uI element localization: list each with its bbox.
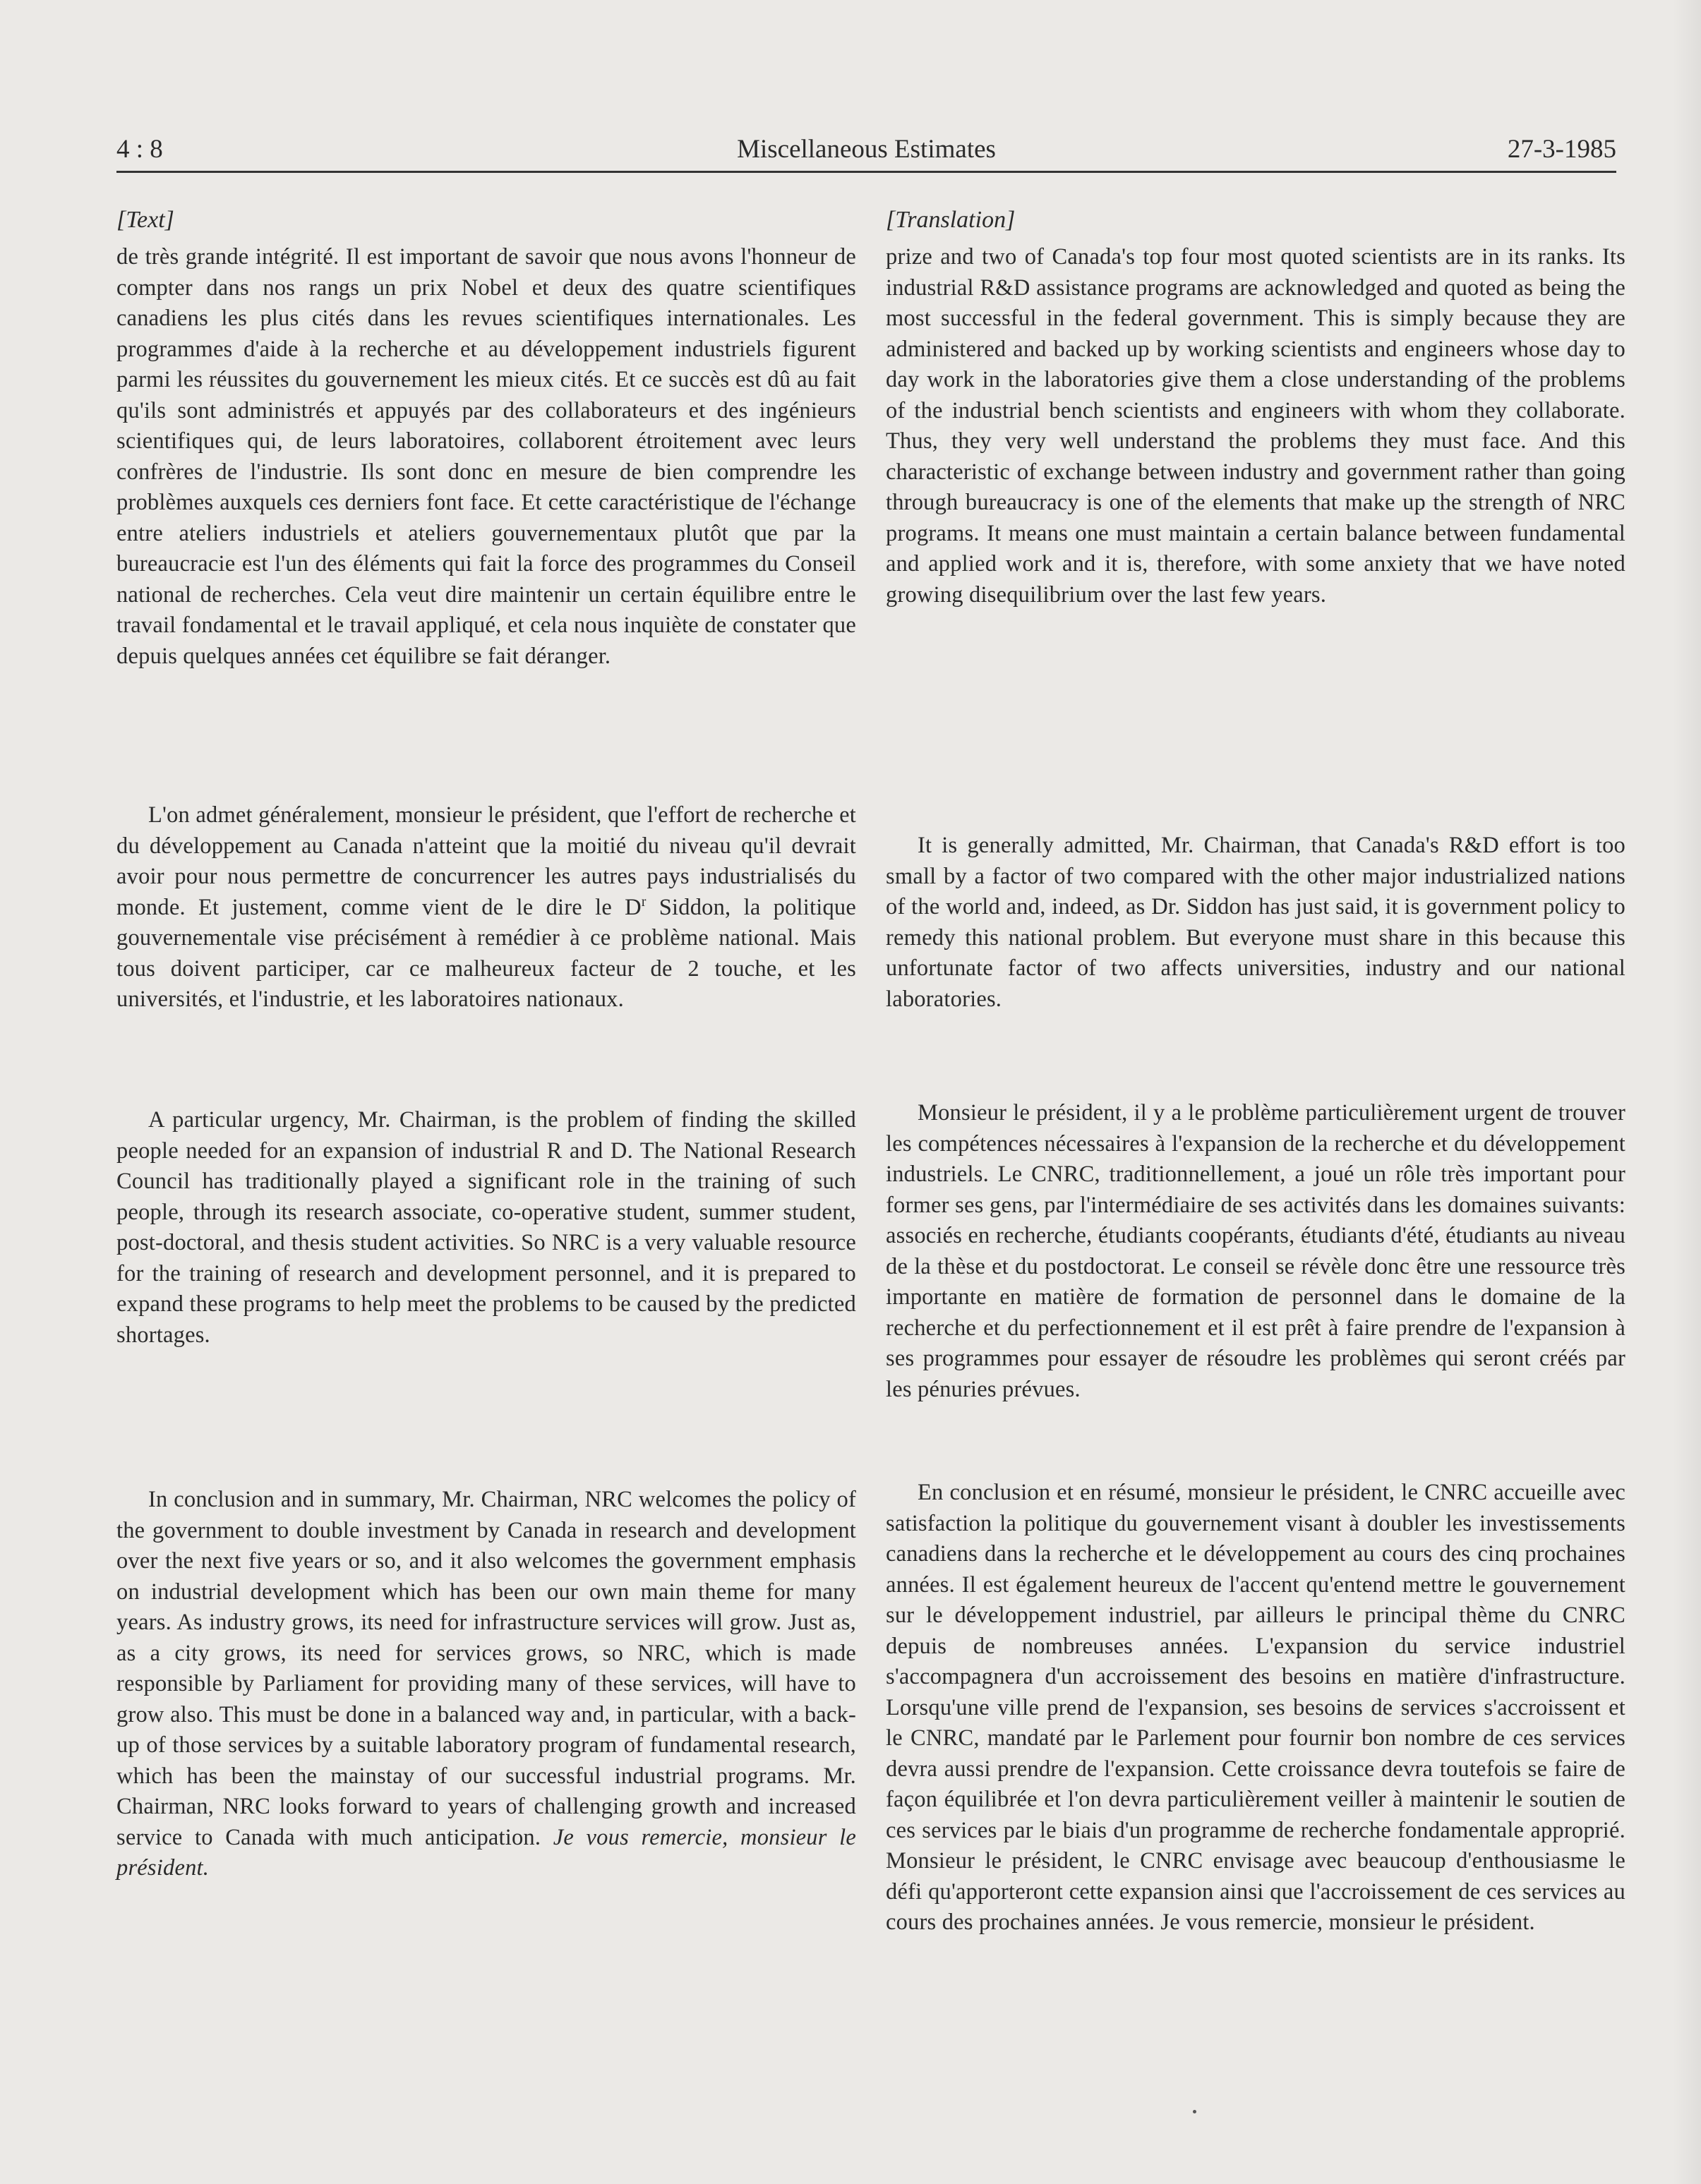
left-paragraph-1	[116, 242, 856, 672]
paragraph-text-part: In conclusion and in summary, Mr. Chairman, NRC welcomes the policy of the government to double investment by Canada in research and development over the next five years or so, and it also welcomes the government emphasis on industrial development which has been our own main theme for many years. As industry grows, its need for infrastructure services will grow. Just as, as a city grows, its need for services grows, so NRC, which is made responsible by Parliament for providing many of these services, will have to grow also. This must be done in a balanced way and, in particular, with a back-up of those services by a suitable laboratory program of fundamental research, which has been the mainstay of our successful industrial programs. Mr. Chairman, NRC looks forward to years of challenging growth and increased service to Canada with much anticipation.	[116, 1487, 856, 1850]
italic-closing: Je vous remercie, monsieur le président.	[116, 1824, 856, 1881]
paragraph-text-part: L'on admet généralement, monsieur le président, que l'effort de recherche et du développement au Canada n'atteint que la moitié du niveau qu'il devrait avoir pour nous permettre de concurrencer les autres pays industrialisés du monde. Et justement, comme vient de le dire le D	[116, 802, 856, 920]
paragraph-text: de très grande intégrité. Il est important de savoir que nous avons l'honneur de compter dans nos rangs un prix Nobel et deux des quatre scientifiques canadiens les plus cités dans les revues scientifiques internationales. Les programmes d'aide à la recherche et au développement industriels figurent parmi les réussites du gouvernement les mieux cités. Et ce succès est dû au fait qu'ils sont administrés et appuyés par des collaborateurs et des ingénieurs scientifiques qui, de leurs laboratoires, collaborent étroitement avec leurs confrères de l'industrie. Ils sont donc en mesure de bien comprendre les problèmes auxquels ces derniers font face. Et cette caractéristique de l'échange entre ateliers industriels et ateliers gouvernementaux plutôt que par la bureaucracie est l'un des éléments qui fait la force des programmes du Conseil national de recherches. Cela veut dire maintenir un certain équilibre entre le travail fondamental et le travail appliqué, et cela nous inquiète de constater que depuis quelques années cet équilibre se fait déranger.	[116, 244, 856, 669]
page-header	[116, 127, 1616, 173]
left-paragraph-4	[116, 1485, 856, 1884]
right-paragraph-1	[886, 242, 1625, 610]
paragraph-text	[116, 1485, 856, 1884]
paragraph-text: It is generally admitted, Mr. Chairman, that Canada's R&D effort is too small by a factor of two compared with the other major industrialized nations of the world and, indeed, as Dr. Siddon has just said, it is government policy to remedy this national problem. But everyone must share in this because this unfortunate factor of two affects universities, industry and our national laboratories.	[886, 833, 1625, 1012]
paragraph-text	[116, 800, 856, 1015]
header-date: 27-3-1985	[1507, 135, 1616, 164]
left-paragraph-3	[116, 1105, 856, 1351]
paragraph-text: En conclusion et en résumé, monsieur le président, le CNRC accueille avec satisfaction la politique du gouvernement visant à doubler les investissements canadiens dans la recherche et le développement au cours des cinq prochaines années. Il est également heureux de l'accent qu'entend mettre le gouvernement sur le développement industriel, par ailleurs le principal thème du CNRC depuis de nombreuses années. L'expansion du service industriel s'accompagnera d'un accroissement des besoins en matière d'infrastructure. Lorsqu'une ville prend de l'expansion, ses besoins de services s'accroissent et le CNRC, mandaté par le Parlement pour fournir bon nombre de ces services devra aussi prendre de l'expansion. Cette croissance devra toutefois se faire de façon équilibrée et l'on devra particulièrement veiller à maintenir le soutien de ces services par le biais d'un programme de recherche fondamentale approprié. Monsieur le président, le CNRC envisage avec beaucoup d'enthousiasme le défi qu'apporteront cette expansion ainsi que l'accroissement de ces services au cours des prochaines années. Je vous remercie, monsieur le président.	[886, 1480, 1625, 1935]
left-paragraph-2	[116, 800, 856, 1015]
paragraph-text: A particular urgency, Mr. Chairman, is the problem of finding the skilled people needed for an expansion of industrial R and D. The National Research Council has traditionally played a significant role in the training of such people, through its research associate, co-operative student, summer student, post-doctoral, and thesis student activities. So NRC is a very valuable resource for the training of research and development personnel, and it is prepared to expand these programs to help meet the problems to be caused by the predicted shortages.	[116, 1107, 856, 1348]
right-paragraph-3	[886, 1098, 1625, 1405]
paragraph-text: prize and two of Canada's top four most quoted scientists are in its ranks. Its industrial R&D assistance programs are acknowledged and quoted as being the most successful in the federal government. This is simply because they are administered and backed up by working scientists and engineers whose day to day work in the laboratories give them a close understanding of the problems of the industrial bench scientists and engineers with whom they collaborate. Thus, they very well understand the problems they must face. And this characteristic of exchange between industry and government rather than going through bureaucracy is one of the elements that make up the strength of NRC programs. It means one must maintain a certain balance between fundamental and applied work and it is, therefore, with some anxiety that we have noted growing disequilibrium over the last few years.	[886, 244, 1625, 608]
dust-speck	[1193, 2110, 1196, 2113]
paragraph-text-part: Siddon, la politique gouvernementale vise précisément à remédier à ce problème national. Mais tous doivent participer, car ce malheureux facteur de 2 touche, et les universités, et l'industrie, et les laboratoires nationaux.	[116, 894, 856, 1012]
page-number: 4 : 8	[116, 135, 163, 164]
translation-label: [Translation]	[886, 207, 1016, 233]
text-label: [Text]	[116, 207, 174, 233]
right-paragraph-2	[886, 831, 1625, 1015]
right-paragraph-4	[886, 1478, 1625, 1938]
page-edge-shadow	[1673, 0, 1701, 2184]
superscript: r	[641, 894, 647, 910]
publication-title: Miscellaneous Estimates	[737, 135, 996, 164]
paragraph-text: Monsieur le président, il y a le problème particulièrement urgent de trouver les compétences nécessaires à l'expansion de la recherche et du développement industriels. Le CNRC, traditionnellement, a joué un rôle très important pour former ses gens, par l'intermédiaire de ses activités dans les domaines suivants: associés en recherche, étudiants coopérants, étudiants d'été, étudiants au niveau de la thèse et du postdoctorat. Le conseil se révèle donc être une ressource très importante en matière de formation de personnel dans le domaine de la recherche et du perfectionnement et il est prêt à faire prendre de l'expansion à ses programmes pour essayer de résoudre les problèmes qui seront créés par les pénuries prévues.	[886, 1100, 1625, 1402]
